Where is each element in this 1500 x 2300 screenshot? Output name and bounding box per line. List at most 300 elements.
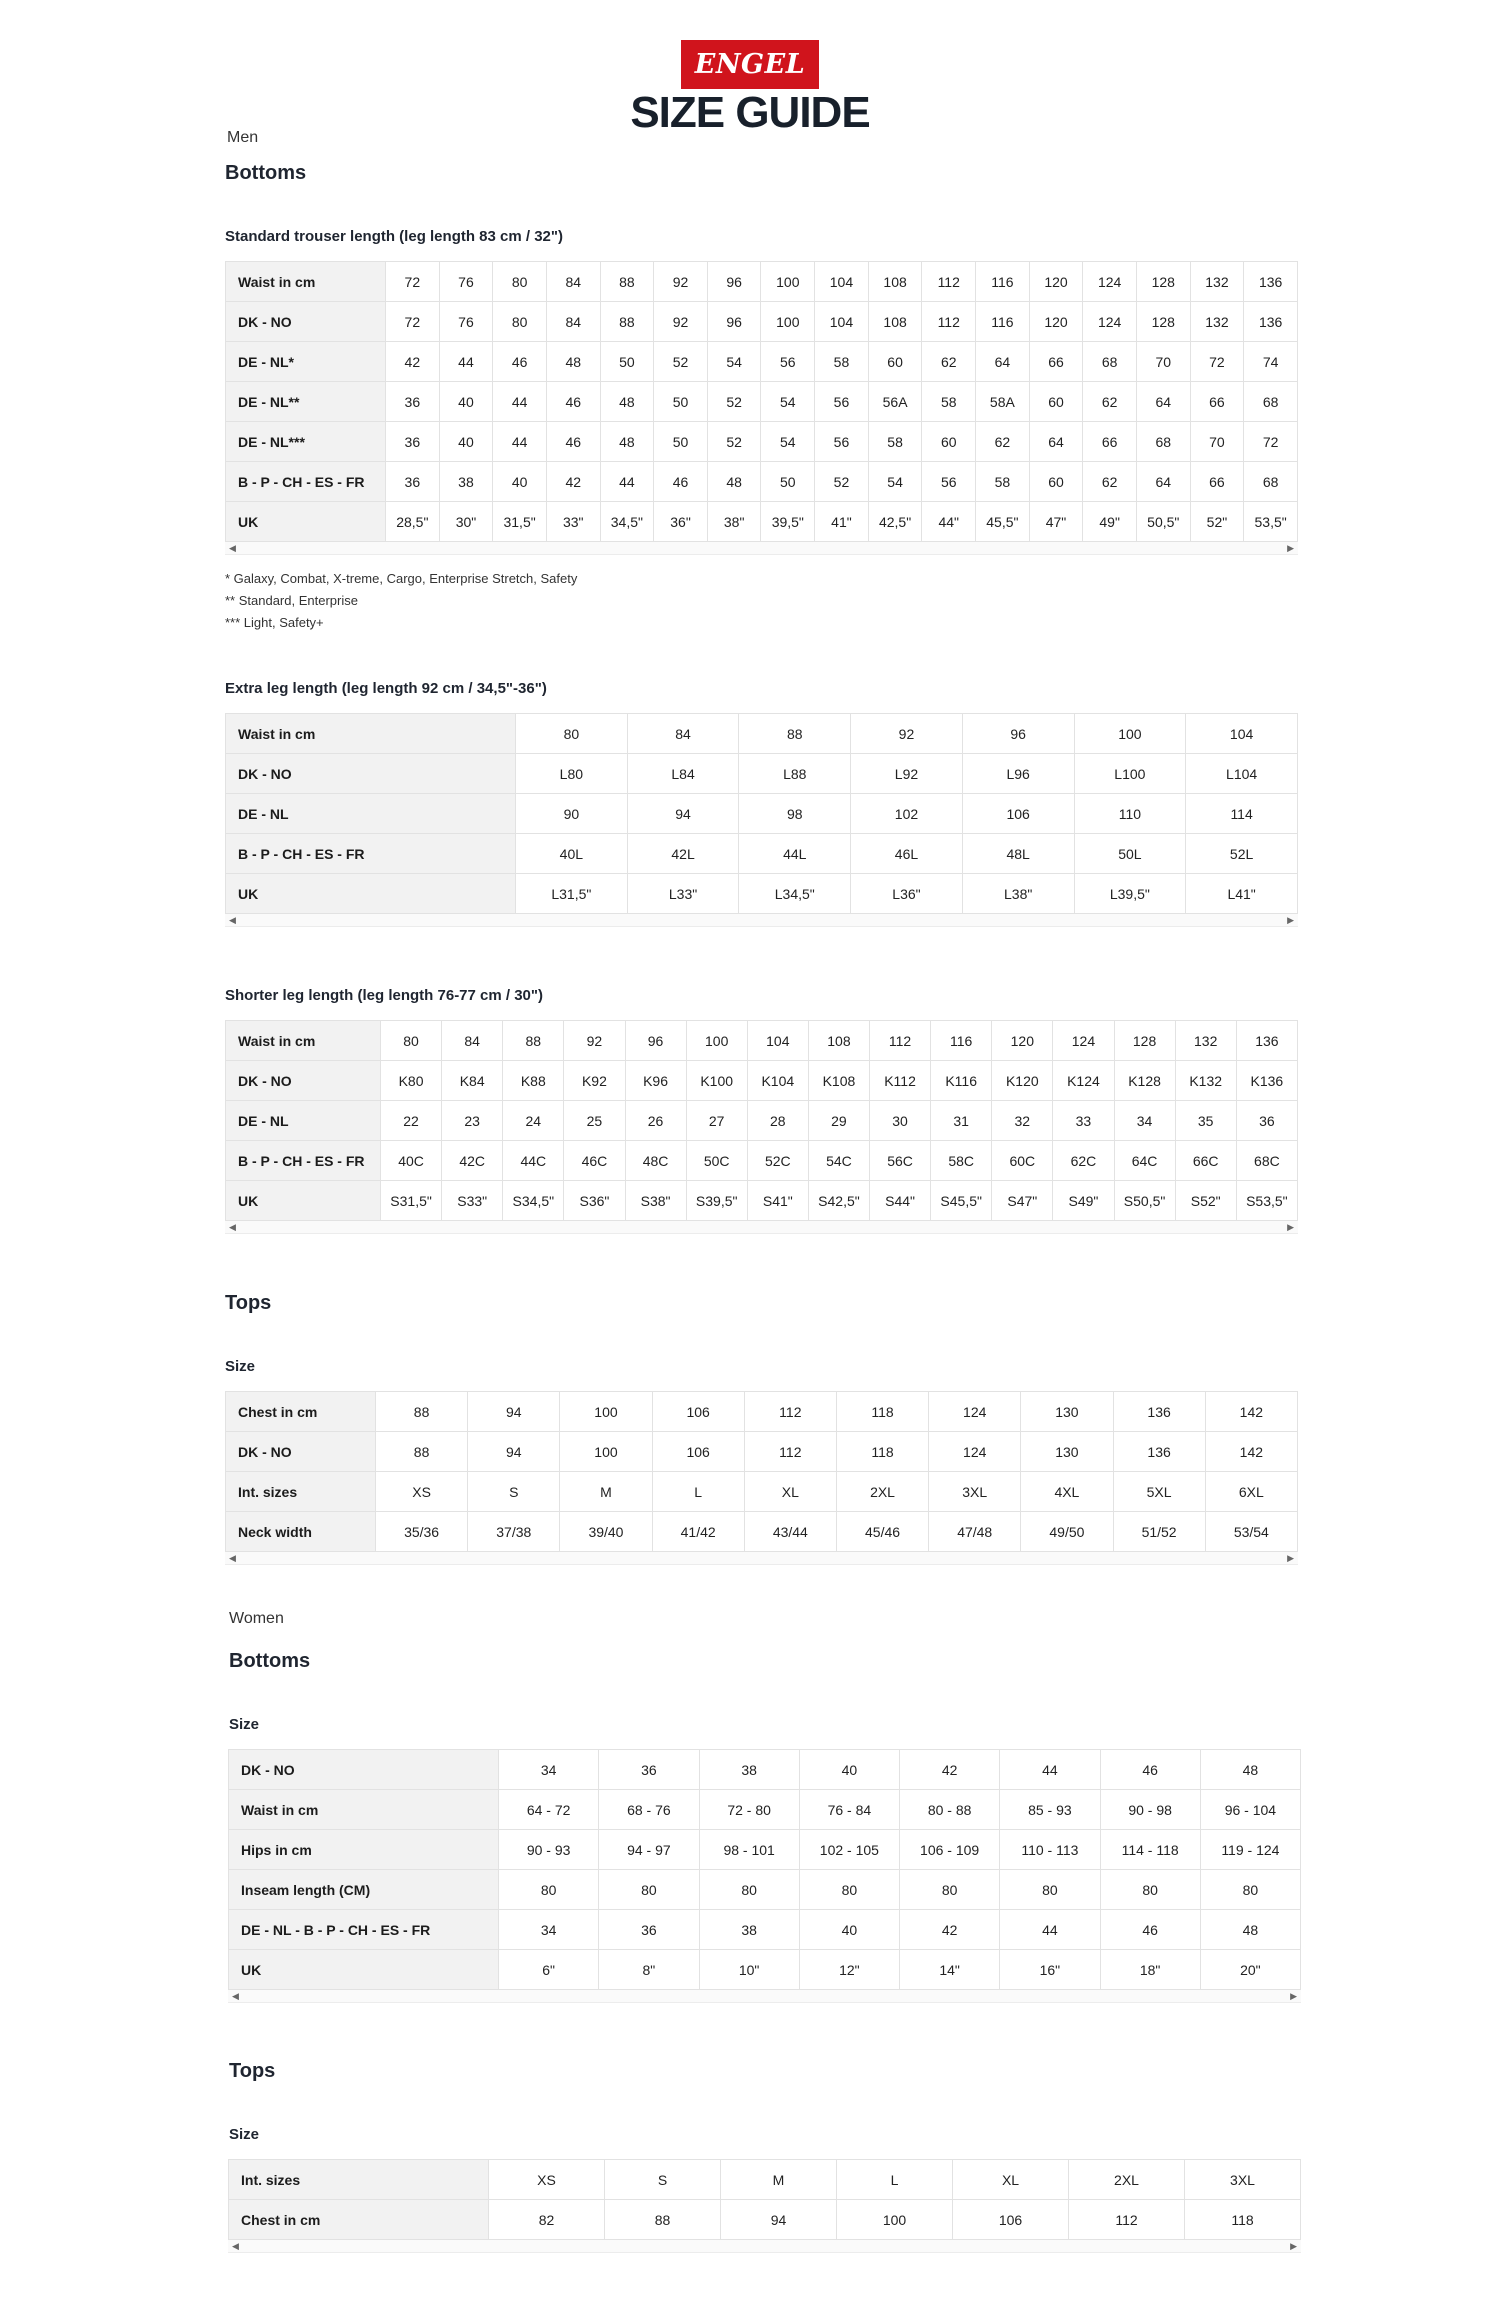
table-row — [226, 1432, 1298, 1472]
table-cell: L39,5" — [1074, 874, 1186, 914]
table-cell: 62 — [1083, 382, 1137, 422]
table-cell: 84 — [442, 1021, 503, 1061]
table-cell: M — [560, 1472, 652, 1512]
table-cell: 85 - 93 — [1000, 1790, 1100, 1830]
horizontal-scrollbar[interactable] — [228, 2240, 1301, 2253]
table-cell: S45,5" — [931, 1181, 992, 1221]
men-label: Men — [227, 129, 259, 146]
table-cell: 80 — [381, 1021, 442, 1061]
extra-length-table[interactable] — [225, 713, 1298, 927]
table-row — [229, 1870, 1301, 1910]
women-bottoms-table[interactable] — [228, 1749, 1301, 2003]
table-cell: 68 - 76 — [599, 1790, 699, 1830]
table-cell: 58 — [922, 382, 976, 422]
table-cell: S36" — [564, 1181, 625, 1221]
table-cell: 104 — [1186, 714, 1298, 754]
row-header: DK - NO — [229, 1750, 499, 1790]
table-cell: 48 — [1200, 1750, 1300, 1790]
row-header: UK — [226, 874, 516, 914]
table-cell: 40C — [381, 1141, 442, 1181]
table-cell: S — [605, 2160, 721, 2200]
scroll-left-icon[interactable]: ◀ — [229, 915, 236, 925]
scroll-right-icon[interactable]: ▶ — [1287, 915, 1294, 925]
scroll-right-icon[interactable]: ▶ — [1287, 543, 1294, 553]
horizontal-scrollbar[interactable] — [228, 1990, 1301, 2003]
table-cell: 76 — [439, 302, 493, 342]
table-cell: 3XL — [929, 1472, 1021, 1512]
table-cell: 42C — [442, 1141, 503, 1181]
table-cell: 46L — [851, 834, 963, 874]
table-cell: L36" — [851, 874, 963, 914]
table-cell: 96 — [707, 262, 761, 302]
table-cell: 88 — [600, 262, 654, 302]
horizontal-scrollbar[interactable] — [225, 1221, 1298, 1234]
table-cell: 48 — [600, 422, 654, 462]
table-cell: 42 — [546, 462, 600, 502]
table-cell: 114 - 118 — [1100, 1830, 1200, 1870]
table-cell: 112 — [870, 1021, 931, 1061]
table-cell: 136 — [1113, 1392, 1205, 1432]
table-row — [226, 1021, 1298, 1061]
table-cell: 52C — [747, 1141, 808, 1181]
table-cell: 35 — [1175, 1101, 1236, 1141]
table-cell: 112 — [1069, 2200, 1185, 2240]
table-cell: 64 - 72 — [499, 1790, 599, 1830]
table-cell: 4XL — [1021, 1472, 1113, 1512]
table-cell: K116 — [931, 1061, 992, 1101]
table-cell: 10" — [699, 1950, 799, 1990]
table-cell: S53,5" — [1236, 1181, 1297, 1221]
table-row — [229, 1790, 1301, 1830]
table-row — [229, 2200, 1301, 2240]
table-cell: 36 — [386, 382, 440, 422]
footnote: * Galaxy, Combat, X-treme, Cargo, Enterprise Stretch, Safety — [225, 571, 578, 586]
table-cell: 62 — [922, 342, 976, 382]
row-header: Waist in cm — [226, 1021, 381, 1061]
table-cell: 46C — [564, 1141, 625, 1181]
table-cell: 2XL — [836, 1472, 928, 1512]
scroll-left-icon[interactable]: ◀ — [229, 543, 236, 553]
table-cell: 64 — [1136, 382, 1190, 422]
table-cell: 60 — [868, 342, 922, 382]
row-header: Inseam length (CM) — [229, 1870, 499, 1910]
table-cell: 80 - 88 — [900, 1790, 1000, 1830]
table-cell: 66C — [1175, 1141, 1236, 1181]
row-header: Chest in cm — [229, 2200, 489, 2240]
row-header: Waist in cm — [226, 714, 516, 754]
table-cell: 66 — [1190, 382, 1244, 422]
engel-logo[interactable]: ENGEL — [681, 40, 819, 89]
table-row — [226, 262, 1298, 302]
table-cell: 80 — [1200, 1870, 1300, 1910]
table-cell: 42 — [900, 1750, 1000, 1790]
table-cell: 64C — [1114, 1141, 1175, 1181]
table-row — [229, 1950, 1301, 1990]
table-cell: 92 — [654, 302, 708, 342]
table-cell: 114 — [1186, 794, 1298, 834]
table-cell: 80 — [799, 1870, 899, 1910]
table-cell: 56 — [815, 382, 869, 422]
table-cell: 60 — [1029, 382, 1083, 422]
table-cell: K120 — [992, 1061, 1053, 1101]
table-cell: 68 — [1136, 422, 1190, 462]
table-cell: 40 — [493, 462, 547, 502]
row-header: DE - NL — [226, 794, 516, 834]
horizontal-scrollbar[interactable] — [225, 914, 1298, 927]
table-cell: S39,5" — [686, 1181, 747, 1221]
table-row — [226, 422, 1298, 462]
table-cell: K112 — [870, 1061, 931, 1101]
table-cell: 80 — [493, 262, 547, 302]
men-bottoms-heading: Bottoms — [225, 162, 307, 184]
table-cell: XS — [489, 2160, 605, 2200]
table-cell: 92 — [654, 262, 708, 302]
scroll-left-icon[interactable]: ◀ — [232, 2241, 239, 2251]
table-cell: 136 — [1236, 1021, 1297, 1061]
table-cell: 130 — [1021, 1392, 1113, 1432]
table-row — [229, 1750, 1301, 1790]
table-cell: 58 — [976, 462, 1030, 502]
table-cell: 116 — [931, 1021, 992, 1061]
table-cell: 36 — [1236, 1101, 1297, 1141]
table-cell: 118 — [836, 1432, 928, 1472]
table-cell: L38" — [962, 874, 1074, 914]
table-cell: 50 — [654, 422, 708, 462]
table-cell: XL — [744, 1472, 836, 1512]
table-cell: L — [652, 1472, 744, 1512]
table-cell: 42L — [627, 834, 739, 874]
scroll-right-icon[interactable]: ▶ — [1290, 1991, 1297, 2001]
table-cell: 46 — [493, 342, 547, 382]
table-cell: 80 — [699, 1870, 799, 1910]
table-cell: K104 — [747, 1061, 808, 1101]
table-cell: 46 — [1100, 1910, 1200, 1950]
table-cell: 50 — [761, 462, 815, 502]
table-cell: 39,5" — [761, 502, 815, 542]
table-cell: S49" — [1053, 1181, 1114, 1221]
table-cell: 27 — [686, 1101, 747, 1141]
table-cell: 132 — [1175, 1021, 1236, 1061]
table-cell: 72 — [386, 302, 440, 342]
table-cell: 96 — [625, 1021, 686, 1061]
table-cell: K100 — [686, 1061, 747, 1101]
table-cell: 12" — [799, 1950, 899, 1990]
table-cell: 142 — [1205, 1392, 1297, 1432]
table-row — [226, 502, 1298, 542]
table-cell: 52 — [815, 462, 869, 502]
table-cell: 88 — [376, 1392, 468, 1432]
table-cell: 54 — [761, 382, 815, 422]
table-cell: 60C — [992, 1141, 1053, 1181]
size-table — [228, 1749, 1301, 1990]
table-row — [226, 714, 1298, 754]
table-row — [226, 1181, 1298, 1221]
table-cell: 30" — [439, 502, 493, 542]
table-cell: 100 — [837, 2200, 953, 2240]
table-cell: 96 — [962, 714, 1074, 754]
table-cell: 5XL — [1113, 1472, 1205, 1512]
table-cell: 56 — [815, 422, 869, 462]
table-cell: 80 — [499, 1870, 599, 1910]
table-cell: L88 — [739, 754, 851, 794]
table-cell: 92 — [851, 714, 963, 754]
table-cell: 124 — [929, 1392, 1021, 1432]
table-cell: 112 — [744, 1432, 836, 1472]
table-cell: 35/36 — [376, 1512, 468, 1552]
table-cell: 90 - 93 — [499, 1830, 599, 1870]
table-cell: 51/52 — [1113, 1512, 1205, 1552]
table-cell: 94 — [468, 1432, 560, 1472]
table-row — [229, 1830, 1301, 1870]
table-cell: 110 — [1074, 794, 1186, 834]
table-cell: 28 — [747, 1101, 808, 1141]
table-cell: 128 — [1136, 262, 1190, 302]
table-cell: 88 — [503, 1021, 564, 1061]
row-header: Chest in cm — [226, 1392, 376, 1432]
table-cell: 64 — [1029, 422, 1083, 462]
row-header: DE - NL** — [226, 382, 386, 422]
row-header: B - P - CH - ES - FR — [226, 1141, 381, 1181]
table-cell: 38 — [439, 462, 493, 502]
table-cell: 18" — [1100, 1950, 1200, 1990]
table-cell: 47/48 — [929, 1512, 1021, 1552]
table-cell: 120 — [1029, 262, 1083, 302]
row-header: UK — [229, 1950, 499, 1990]
table-cell: K132 — [1175, 1061, 1236, 1101]
table-cell: S50,5" — [1114, 1181, 1175, 1221]
table-cell: K124 — [1053, 1061, 1114, 1101]
table-cell: 53,5" — [1244, 502, 1298, 542]
table-cell: 58A — [976, 382, 1030, 422]
table-cell: K80 — [381, 1061, 442, 1101]
table-cell: S47" — [992, 1181, 1053, 1221]
table-cell: 108 — [868, 262, 922, 302]
table-cell: 104 — [815, 262, 869, 302]
table-cell: 23 — [442, 1101, 503, 1141]
table-cell: 48 — [707, 462, 761, 502]
table-cell: 48L — [962, 834, 1074, 874]
table-cell: 84 — [627, 714, 739, 754]
row-header: DE - NL - B - P - CH - ES - FR — [229, 1910, 499, 1950]
table-cell: 31,5" — [493, 502, 547, 542]
table-row — [226, 462, 1298, 502]
table-cell: 44 — [1000, 1750, 1100, 1790]
table-cell: 50 — [654, 382, 708, 422]
table-cell: 45,5" — [976, 502, 1030, 542]
table-cell: 34,5" — [600, 502, 654, 542]
table-cell: 66 — [1190, 462, 1244, 502]
table-cell: 32 — [992, 1101, 1053, 1141]
scroll-left-icon[interactable]: ◀ — [229, 1222, 236, 1232]
table-cell: 52 — [707, 382, 761, 422]
horizontal-scrollbar[interactable] — [225, 542, 1298, 555]
table-cell: L34,5" — [739, 874, 851, 914]
table-cell: 8" — [599, 1950, 699, 1990]
table-cell: 16" — [1000, 1950, 1100, 1990]
table-cell: 102 — [851, 794, 963, 834]
table-cell: 88 — [739, 714, 851, 754]
table-cell: 62 — [976, 422, 1030, 462]
table-row — [226, 834, 1298, 874]
table-cell: 68C — [1236, 1141, 1297, 1181]
table-cell: 49" — [1083, 502, 1137, 542]
row-header: Waist in cm — [229, 1790, 499, 1830]
table-cell: 28,5" — [386, 502, 440, 542]
table-cell: 128 — [1114, 1021, 1175, 1061]
table-cell: 120 — [1029, 302, 1083, 342]
shorter-length-table[interactable] — [225, 1020, 1298, 1234]
table-cell: 38" — [707, 502, 761, 542]
table-cell: 41" — [815, 502, 869, 542]
table-cell: 76 — [439, 262, 493, 302]
table-cell: 106 — [953, 2200, 1069, 2240]
table-cell: 6" — [499, 1950, 599, 1990]
table-cell: 34 — [1114, 1101, 1175, 1141]
table-cell: 80 — [900, 1870, 1000, 1910]
table-cell: 88 — [600, 302, 654, 342]
table-cell: 44 — [439, 342, 493, 382]
row-header: UK — [226, 502, 386, 542]
table-cell: 80 — [516, 714, 628, 754]
table-cell: 33" — [546, 502, 600, 542]
men-tops-table[interactable] — [225, 1391, 1298, 1565]
table-cell: 3XL — [1185, 2160, 1301, 2200]
scroll-left-icon[interactable]: ◀ — [229, 1553, 236, 1563]
table-cell: 96 — [707, 302, 761, 342]
table-cell: 34 — [499, 1750, 599, 1790]
table-cell: 62C — [1053, 1141, 1114, 1181]
scroll-right-icon[interactable]: ▶ — [1287, 1553, 1294, 1563]
table-cell: 40 — [799, 1910, 899, 1950]
table-cell: 80 — [1100, 1870, 1200, 1910]
table-cell: 70 — [1190, 422, 1244, 462]
table-cell: 50L — [1074, 834, 1186, 874]
table-cell: 120 — [992, 1021, 1053, 1061]
row-header: DE - NL — [226, 1101, 381, 1141]
standard-length-table[interactable] — [225, 261, 1298, 555]
table-cell: L100 — [1074, 754, 1186, 794]
table-row — [226, 754, 1298, 794]
row-header: B - P - CH - ES - FR — [226, 834, 516, 874]
table-cell: 136 — [1113, 1432, 1205, 1472]
women-bottoms-size-title: Size — [229, 1716, 260, 1733]
table-cell: 98 - 101 — [699, 1830, 799, 1870]
scroll-right-icon[interactable]: ▶ — [1290, 2241, 1297, 2251]
table-cell: 52 — [707, 422, 761, 462]
scroll-left-icon[interactable]: ◀ — [232, 1991, 239, 2001]
table-cell: 66 — [1083, 422, 1137, 462]
table-cell: 64 — [976, 342, 1030, 382]
table-cell: 98 — [739, 794, 851, 834]
table-cell: 42 — [386, 342, 440, 382]
table-cell: 46 — [1100, 1750, 1200, 1790]
table-cell: 22 — [381, 1101, 442, 1141]
table-cell: 72 — [1190, 342, 1244, 382]
row-header: DE - NL* — [226, 342, 386, 382]
table-cell: 102 - 105 — [799, 1830, 899, 1870]
table-cell: 124 — [1083, 302, 1137, 342]
table-cell: 112 — [922, 262, 976, 302]
table-cell: 52" — [1190, 502, 1244, 542]
table-cell: 118 — [836, 1392, 928, 1432]
table-cell: 88 — [605, 2200, 721, 2240]
table-cell: 44 — [600, 462, 654, 502]
footnote: ** Standard, Enterprise — [225, 593, 358, 608]
table-cell: 94 — [721, 2200, 837, 2240]
size-table — [225, 1391, 1298, 1552]
table-cell: 60 — [1029, 462, 1083, 502]
shorter-length-title: Shorter leg length (leg length 76-77 cm / 30") — [225, 987, 544, 1004]
scroll-right-icon[interactable]: ▶ — [1287, 1222, 1294, 1232]
women-label: Women — [229, 1610, 284, 1627]
table-cell: 50 — [600, 342, 654, 382]
table-cell: 96 - 104 — [1200, 1790, 1300, 1830]
table-cell: L96 — [962, 754, 1074, 794]
table-cell: 128 — [1136, 302, 1190, 342]
table-cell: K128 — [1114, 1061, 1175, 1101]
table-cell: 106 - 109 — [900, 1830, 1000, 1870]
table-cell: 36" — [654, 502, 708, 542]
table-row — [226, 1101, 1298, 1141]
table-cell: 46 — [546, 382, 600, 422]
table-cell: S34,5" — [503, 1181, 564, 1221]
table-cell: 40 — [439, 382, 493, 422]
women-bottoms-heading: Bottoms — [229, 1650, 311, 1672]
table-cell: 130 — [1021, 1432, 1113, 1472]
women-tops-table[interactable] — [228, 2159, 1301, 2253]
table-cell: 36 — [386, 422, 440, 462]
table-cell: 31 — [931, 1101, 992, 1141]
table-cell: S31,5" — [381, 1181, 442, 1221]
row-header: B - P - CH - ES - FR — [226, 462, 386, 502]
table-cell: 45/46 — [836, 1512, 928, 1552]
row-header: Hips in cm — [229, 1830, 499, 1870]
table-row — [229, 1910, 1301, 1950]
table-cell: 44C — [503, 1141, 564, 1181]
table-cell: 58 — [868, 422, 922, 462]
table-cell: 42,5" — [868, 502, 922, 542]
table-cell: 37/38 — [468, 1512, 560, 1552]
table-cell: 142 — [1205, 1432, 1297, 1472]
horizontal-scrollbar[interactable] — [225, 1552, 1298, 1565]
table-cell: 132 — [1190, 302, 1244, 342]
table-cell: 108 — [868, 302, 922, 342]
table-cell: L33" — [627, 874, 739, 914]
table-cell: 6XL — [1205, 1472, 1297, 1512]
table-cell: 44L — [739, 834, 851, 874]
table-cell: 44" — [922, 502, 976, 542]
table-cell: 68 — [1244, 382, 1298, 422]
table-cell: 24 — [503, 1101, 564, 1141]
size-table — [225, 713, 1298, 914]
table-cell: 104 — [747, 1021, 808, 1061]
table-cell: 124 — [929, 1432, 1021, 1472]
table-cell: L92 — [851, 754, 963, 794]
table-cell: K88 — [503, 1061, 564, 1101]
table-cell: 106 — [962, 794, 1074, 834]
table-cell: 62 — [1083, 462, 1137, 502]
table-cell: 25 — [564, 1101, 625, 1141]
table-cell: S44" — [870, 1181, 931, 1221]
table-cell: 44 — [493, 382, 547, 422]
table-row — [226, 1061, 1298, 1101]
table-cell: 29 — [808, 1101, 869, 1141]
table-cell: 33 — [1053, 1101, 1114, 1141]
table-cell: 56C — [870, 1141, 931, 1181]
table-cell: S38" — [625, 1181, 686, 1221]
table-cell: 20" — [1200, 1950, 1300, 1990]
size-table — [225, 261, 1298, 542]
